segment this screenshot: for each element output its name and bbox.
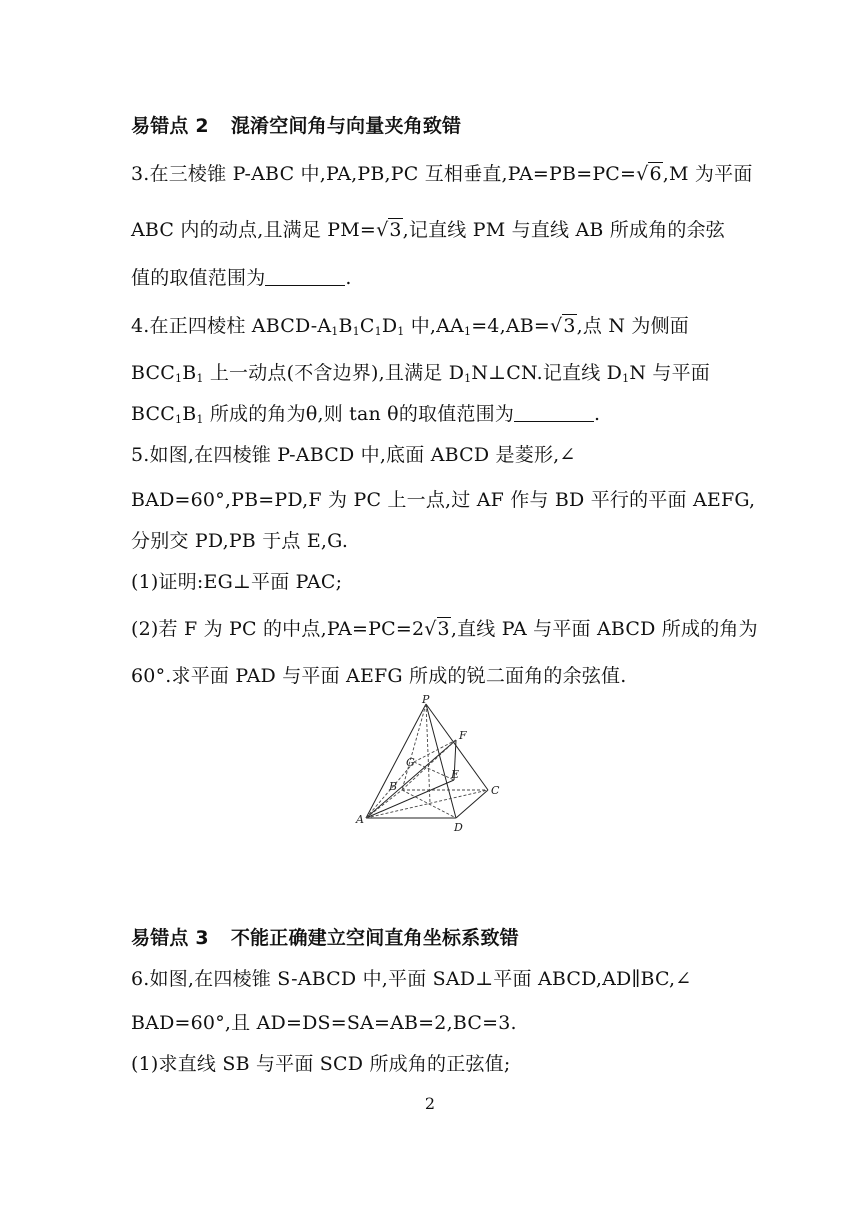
diag-bd-hidden [402, 790, 456, 818]
edge-dc [456, 790, 488, 818]
edge-ab-hidden [366, 790, 402, 818]
q5-line-3: 分别交 PD,PB 于点 E,G. [131, 530, 349, 552]
q3-text: 3.在三棱锥 P-ABC 中,PA,PB,PC 互相垂直,PA=PB=PC= [131, 163, 637, 185]
q3-text: ABC 内的动点,且满足 PM= [131, 219, 377, 241]
q6-line-3: (1)求直线 SB 与平面 SCD 所成角的正弦值; [131, 1053, 511, 1075]
label-g: G [406, 756, 415, 769]
q5-line-4: (1)证明:EG⊥平面 PAC; [131, 571, 343, 593]
q6-line-2: BAD=60°,且 AD=DS=SA=AB=2,BC=3. [131, 1012, 517, 1034]
label-e: E [451, 768, 460, 781]
section-2-heading [131, 114, 461, 138]
q3-text: ,M 为平面 [662, 163, 753, 185]
sqrt-expression: √3 [376, 219, 402, 241]
section-3-label: 易错点 3 [131, 927, 209, 949]
sqrt-expression: √3 [550, 315, 576, 337]
answer-blank [265, 267, 345, 286]
q3-line-2 [131, 218, 725, 242]
q3-text: . [345, 267, 352, 289]
q5-line-6: 60°.求平面 PAD 与平面 AEFG 所成的锐二面角的余弦值. [131, 665, 627, 687]
q3-text: ,记直线 PM 与直线 AB 所成角的余弦 [402, 219, 725, 241]
q5-line-2: BAD=60°,PB=PD,F 为 PC 上一点,过 AF 作与 BD 平行的平面 AEFG, [131, 489, 756, 511]
answer-blank [514, 403, 594, 422]
q3-line-1 [131, 162, 753, 186]
pyramid-figure [350, 692, 520, 838]
label-f: F [459, 729, 467, 742]
label-a: A [356, 813, 364, 826]
section-3-heading [131, 926, 519, 950]
label-b: B [389, 780, 398, 793]
segment-af [366, 740, 456, 818]
label-p: P [422, 693, 430, 706]
diag-ac-hidden [366, 790, 488, 818]
label-c: C [491, 784, 500, 797]
section-2-label: 易错点 2 [131, 115, 209, 137]
edge-pa [366, 704, 426, 818]
segment-ae [366, 780, 454, 818]
q5-line-5: (2)若 F 为 PC 的中点,PA=PC=2√3,直线 PA 与平面 ABCD 所成的角为 [131, 618, 758, 640]
q5-line-1: 5.如图,在四棱锥 P-ABCD 中,底面 ABCD 是菱形,∠ [131, 444, 576, 466]
q3-text: 值的取值范围为 [131, 267, 266, 289]
q4-line-1: 4.在正四棱柱 ABCD-$A_1B_1C_1D_1$ 中$,AA_1=4,AB=√3$,点 N 为侧面 [131, 315, 690, 338]
label-d: D [454, 821, 463, 834]
section-2-title: 混淆空间角与向量夹角致错 [230, 115, 462, 137]
sqrt-expression: √6 [636, 163, 662, 185]
q6-line-1: 6.如图,在四棱锥 S-ABCD 中,平面 SAD⊥平面 ABCD,AD∥BC,∠ [131, 968, 692, 990]
section-3-title: 不能正确建立空间直角坐标系致错 [230, 927, 519, 949]
q3-line-3 [131, 266, 352, 290]
page-number: 2 [424, 1094, 436, 1113]
edge-pb-hidden [402, 704, 426, 790]
sqrt-expression: √3 [424, 618, 450, 640]
q4-line-2: $BCC_1B_1$ 上一动点(不含边界),且满足 $D_1N\perp CN$.记直线 $D_1N$ 与平面 [131, 362, 710, 385]
q4-line-3: $BCC_1B_1$ 所成的角为θ,则 tan θ的取值范围为 . [131, 403, 601, 426]
